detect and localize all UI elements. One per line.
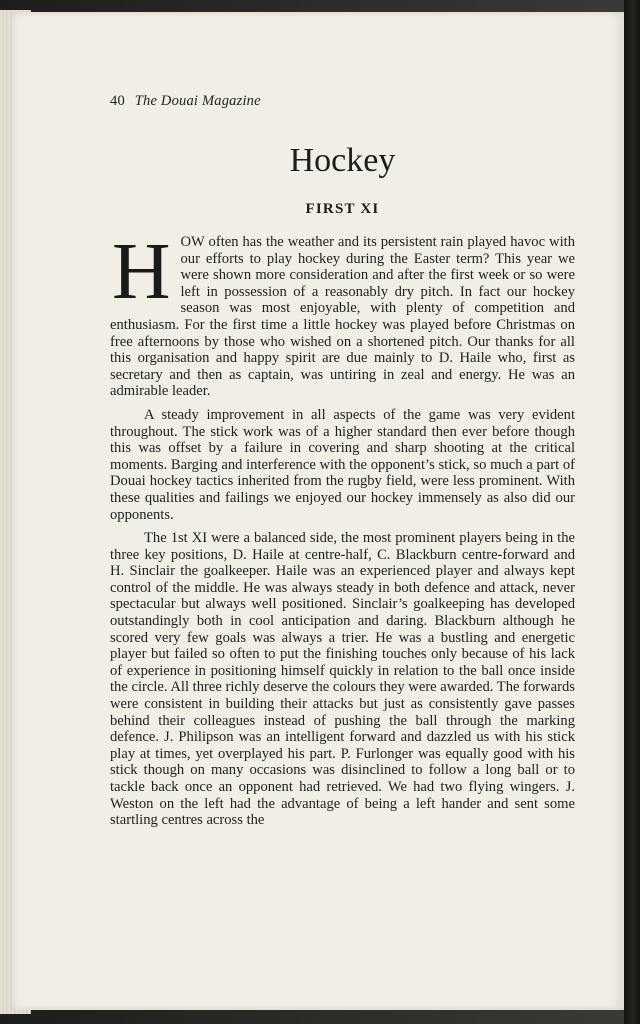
article-subtitle: FIRST XI: [305, 201, 380, 217]
running-head: [110, 93, 261, 110]
article-title: Hockey: [289, 142, 396, 179]
paragraph-1: [110, 234, 575, 400]
paragraph-1-text: OW often has the weather and its persistent rain played havoc with our efforts to play hockey during the Easter term? This year we were shown more consideration and after the first week or so were left in possession of a reasonably dry pitch. In fact our hockey season was most enjoyable, with plenty of competition and enthusiasm. For the first time a little hockey was played before Christmas on free afternoons by those who wished on a shortened pitch. Our thanks for all this organisation and happy spirit are due mainly to D. Haile who, first as secretary and then as captain, was untiring in zeal and energy. He was an admirable leader.: [110, 234, 575, 400]
page-number: 40: [110, 93, 125, 109]
journal-title: The Douai Magazine: [134, 93, 261, 109]
paragraph-3: The 1st XI were a balanced side, the most prominent players being in the three key positions, D. Haile at centre-half, C. Blackburn centre-forward and H. Sinclair the goalkeeper. Haile was an experienced player and always kept control of the middle. He was always steady in both defence and attack, never spectacular but always well positioned. Sinclair’s goalkeeping has developed outstandingly both in cool anticipation and daring. Blackburn although he scored very few goals was always a trier. He was a bustling and energetic player but failed so often to put the finishing touches only because of his lack of experience in positioning himself quickly in relation to the ball once inside the circle. All three richly deserve the colours they were awarded. The forwards were consistent in building their attacks but just as consistently gave passes behind their colleagues instead of pushing the ball through the marking defence. J. Philipson was an intelligent forward and dazzled us with his stick play at times, yet overplayed his part. P. Furlonger was equally good with his stick though on many occasions was disinclined to follow a long ball or to tackle back once an opponent had retrieved. We had two flying wingers. J. Weston on the left had the advantage of being a left hander and sent some startling centres across the: [110, 530, 575, 829]
drop-cap: H: [112, 234, 171, 316]
book-spine: [624, 0, 640, 1024]
paragraph-2: A steady improvement in all aspects of the game was very evident throughout. The stick work was of a higher standard then ever before though this was offset by a failure in covering and sharp shooting at the critical moments. Barging and interference with the opponent’s stick, so much a part of Douai hockey tactics inherited from the rugby field, were less prominent. With these qualities and failings we enjoyed our hockey immensely as also did our opponents.: [110, 406, 575, 523]
article-body: [110, 234, 575, 924]
